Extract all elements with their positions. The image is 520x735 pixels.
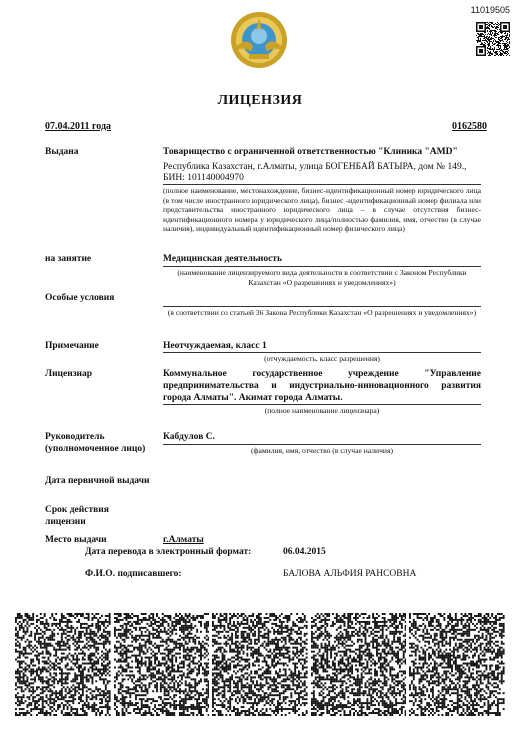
conditions-hint: (в соответствии со статьей 36 Закона Республики Казахстан «О разрешениях и уведомлениях») bbox=[167, 308, 477, 317]
document-title: ЛИЦЕНЗИЯ bbox=[217, 93, 303, 108]
barcode-block bbox=[212, 613, 308, 716]
org-bin: БИН: 101140004970 bbox=[163, 173, 244, 183]
first-issue-label: Дата первичной выдачи bbox=[45, 476, 150, 486]
validity-label bbox=[45, 504, 109, 528]
licensor-hint: (полное наименование лицензиара) bbox=[264, 406, 380, 415]
qr-code-icon bbox=[476, 22, 510, 56]
divider bbox=[163, 404, 481, 405]
head-label-line1: Руководитель bbox=[45, 432, 105, 442]
org-name: Товарищество с ограниченной ответственностью "Клиника "AMD" bbox=[163, 147, 458, 157]
signer-label: Ф.И.О. подписавшего: bbox=[85, 569, 182, 579]
note-hint: (отчуждаемость, класс разрешения) bbox=[264, 354, 380, 363]
licensor-label: Лицензиар bbox=[45, 369, 93, 379]
electronic-value: 06.04.2015 bbox=[283, 547, 326, 557]
issue-date: 07.04.2011 года bbox=[45, 121, 112, 132]
divider bbox=[163, 444, 481, 445]
activity-hint: (наименование лицензируемого вида деятельности в соответствии с Законом Республики Казахстан «О разрешениях и уведомлениях») bbox=[177, 268, 467, 287]
barcode-block bbox=[15, 613, 111, 716]
divider bbox=[163, 352, 481, 353]
barcode-block bbox=[114, 613, 210, 716]
validity-label-line1: Срок действия bbox=[45, 505, 109, 515]
licensor-value: Коммунальное государственное учреждение "Управление предпринимательства и индустриально-инновационного развития города Алматы". Акимат города Алматы. bbox=[163, 369, 481, 403]
state-emblem-icon bbox=[229, 10, 289, 70]
electronic-label: Дата перевода в электронный формат: bbox=[85, 547, 252, 557]
divider bbox=[163, 306, 481, 307]
conditions-label: Особые условия bbox=[45, 293, 115, 303]
document-number: 11019505 bbox=[470, 5, 510, 15]
issued-to-label: Выдана bbox=[45, 147, 79, 157]
barcode-block bbox=[409, 613, 505, 716]
divider bbox=[163, 184, 481, 185]
barcode-block bbox=[311, 613, 407, 716]
digital-signature-barcode-icon bbox=[15, 613, 505, 716]
head-label-line2: (уполномоченное лицо) bbox=[45, 444, 146, 454]
org-address: Республика Казахстан, г.Алматы, улица БОГЕНБАЙ БАТЫРА, дом № 149., bbox=[163, 162, 467, 172]
head-hint: (фамилия, имя, отчество (в случае наличия) bbox=[251, 446, 393, 455]
signer-value: БАЛОВА АЛЬФИЯ РАНСОВНА bbox=[283, 569, 417, 579]
activity-value: Медицинская деятельность bbox=[163, 254, 282, 264]
head-value: Кабдулов С. bbox=[163, 432, 215, 442]
activity-label: на занятие bbox=[45, 254, 92, 264]
head-label bbox=[45, 431, 145, 455]
divider bbox=[163, 266, 481, 267]
license-number: 0162580 bbox=[452, 121, 487, 132]
validity-label-line2: лицензии bbox=[45, 517, 86, 527]
note-label: Примечание bbox=[45, 341, 99, 351]
issued-to-hint: (полное наименование, местонахождение, бизнес-идентификационный номер юридического лица (в том числе иностранного юридического лица), бизнес -идентификационный номер филиала или представительства иностранного юридического лица – в случае отсутствия бизнес-идентификационного номера у юридического лица/полностью фамилия, имя, отчество (в случае наличия), индивидуальный идентификационный номер физического лица) bbox=[163, 186, 481, 234]
place-value: г.Алматы bbox=[163, 535, 204, 545]
place-label: Место выдачи bbox=[45, 535, 107, 545]
note-value: Неотчуждаемая, класс 1 bbox=[163, 341, 267, 351]
